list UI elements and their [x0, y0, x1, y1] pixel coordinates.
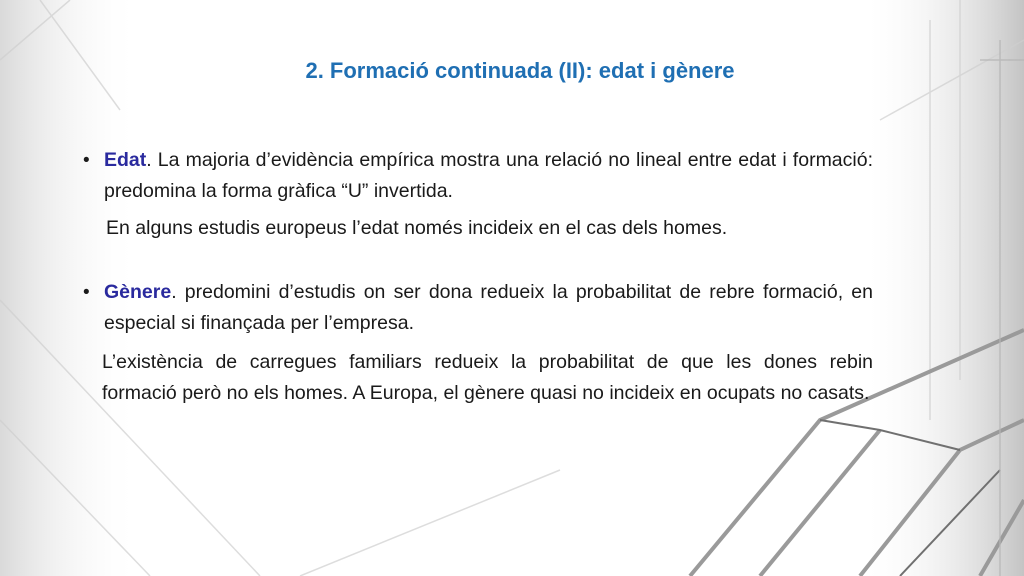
slide-title: 2. Formació continuada (II): edat i gènere [305, 58, 735, 83]
slide-content [80, 145, 873, 409]
bullet-keyword: Gènere [104, 281, 172, 303]
bullet-text: . La majoria d’evidència empírica mostra una relació no lineal entre edat i formació: predomina la forma gràfica “U” invertida. [104, 149, 873, 202]
bullet-keyword: Edat [104, 149, 147, 171]
bullet-text: . predomini d’estudis on ser dona redueix la probabilitat de rebre formació, en especial si finançada per l’empresa. [104, 281, 873, 334]
bullet-marker: • [83, 150, 90, 171]
bullet-genere [80, 277, 873, 339]
bullet-marker: • [83, 282, 90, 303]
bullet-edat [80, 145, 873, 207]
bullet-note: L’existència de carregues familiars redueix la probabilitat de que les dones rebin formació però no els homes. A Europa, el gènere quasi no incideix en ocupats no casats. [102, 351, 873, 404]
spacer [80, 244, 873, 277]
bullet-note: En alguns estudis europeus l’edat només incideix en el cas dels homes. [106, 217, 728, 239]
